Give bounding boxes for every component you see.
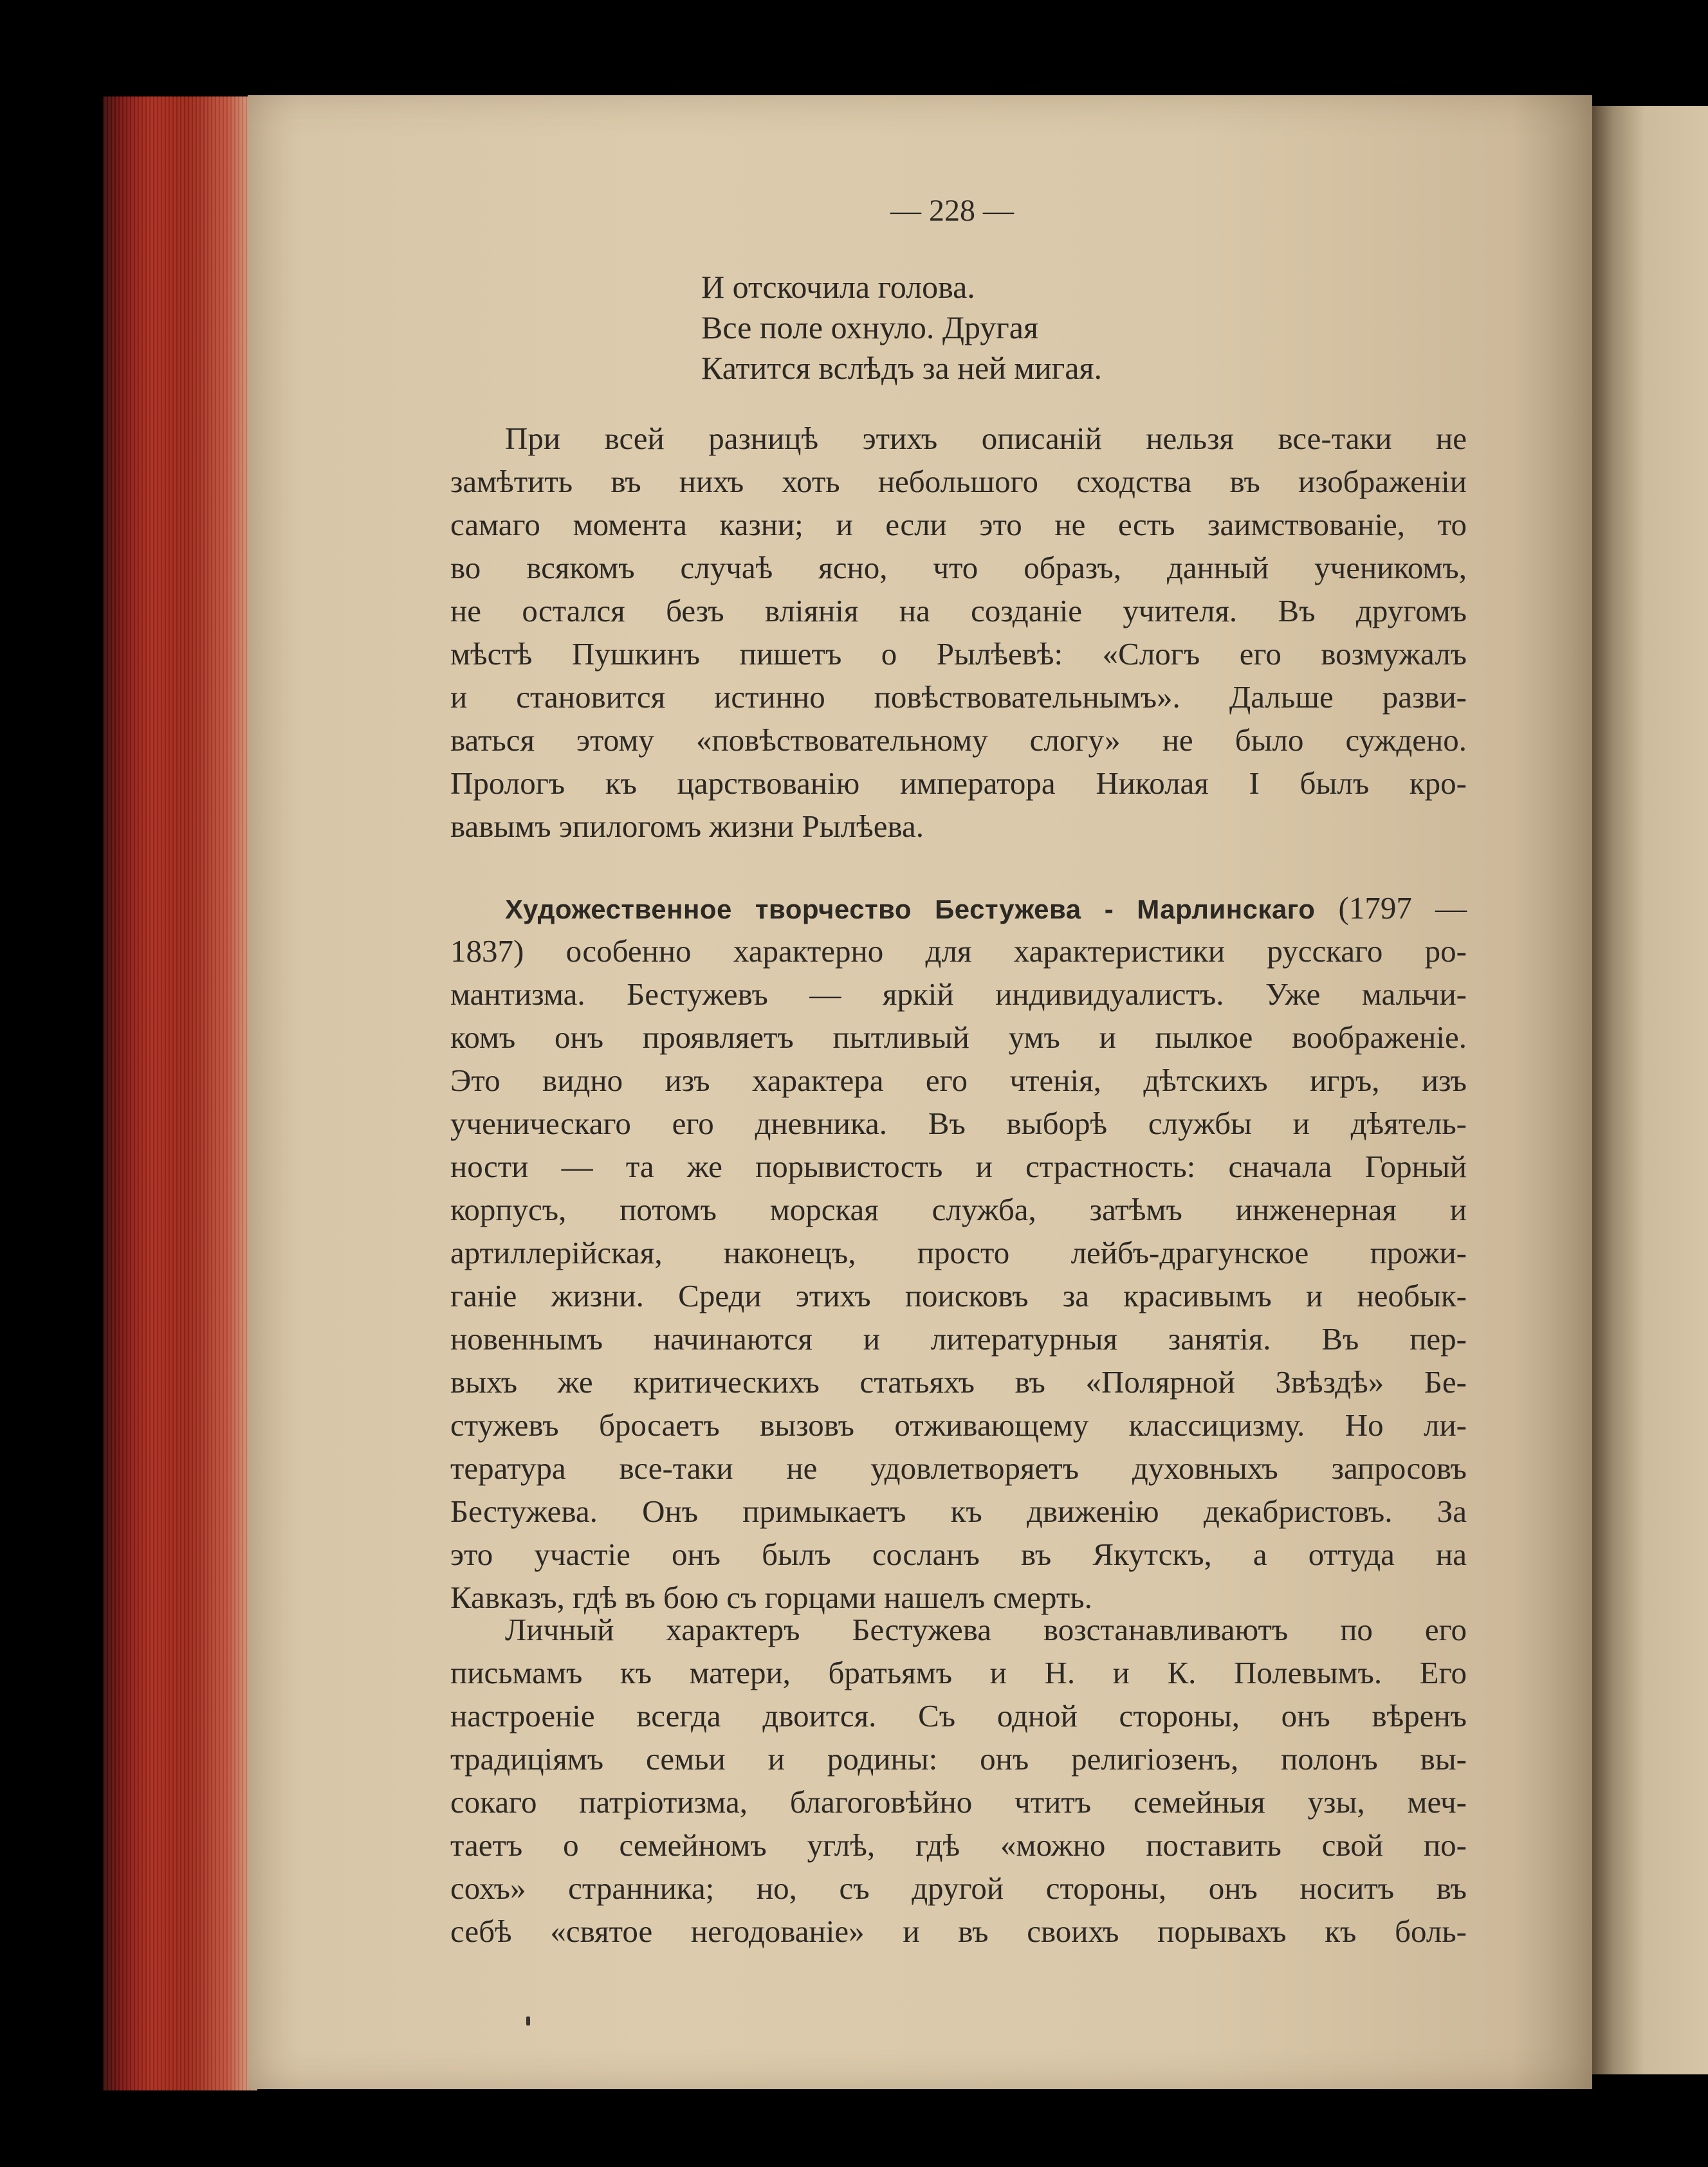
text-line: не остался безъ вліянія на созданіе учителя. Въ другомъ <box>450 593 1467 628</box>
text-line: ваться этому «повѣствовательному слогу» не было суждено. <box>450 722 1467 758</box>
text-line: самаго момента казни; и если это не есть заимствованіе, то <box>450 507 1467 542</box>
text-line: настроеніе всегда двоится. Съ одной стороны, онъ вѣренъ <box>450 1698 1467 1733</box>
text-line: мѣстѣ Пушкинъ пишетъ о Рылѣевѣ: «Слогъ его возмужалъ <box>450 636 1467 672</box>
text-line: ности — та же порывистость и страстность: сначала Горный <box>450 1149 1467 1184</box>
text-line: выхъ же критическихъ статьяхъ въ «Полярной Звѣздѣ» Бе- <box>450 1364 1467 1400</box>
verse-line: Все поле охнуло. Другая <box>701 309 1038 345</box>
text-line: вавымъ эпилогомъ жизни Рылѣева. <box>450 809 924 844</box>
text-line: артиллерійская, наконецъ, просто лейбъ-драгунское прожи- <box>450 1235 1467 1270</box>
section-heading-line <box>450 886 1467 929</box>
text-line: традиціямъ семьи и родины: онъ религіозенъ, полонъ вы- <box>450 1741 1467 1777</box>
verse-line: И отскочила голова. <box>701 269 975 305</box>
section-heading: Художественное творчество Бестужева - Марлинскаго <box>505 894 1316 924</box>
text-line: и становится истинно повѣствовательнымъ». Дальше разви- <box>450 679 1467 715</box>
text-line: Бестужева. Онъ примыкаетъ къ движенію декабристовъ. За <box>450 1494 1467 1529</box>
verse-quote <box>701 267 1102 389</box>
text-line: новеннымъ начинаются и литературныя занятія. Въ пер- <box>450 1321 1467 1357</box>
text-line: письмамъ къ матери, братьямъ и Н. и К. Полевымъ. Его <box>450 1655 1467 1690</box>
text-line: Личный характеръ Бестужева возстанавливаютъ по его <box>505 1612 1467 1647</box>
text-line: таетъ о семейномъ углѣ, гдѣ «можно поставить свой по- <box>450 1827 1467 1863</box>
text-line: При всей разницѣ этихъ описаній нельзя все-таки не <box>505 421 1467 456</box>
text-line: Кавказъ, гдѣ въ бою съ горцами нашелъ смерть. <box>450 1580 1092 1615</box>
book-edge-red <box>103 96 257 2090</box>
text-line: это участіе онъ былъ сосланъ въ Якутскъ, а оттуда на <box>450 1537 1467 1572</box>
text-line: Прологъ къ царствованію императора Николая I былъ кро- <box>450 765 1467 801</box>
text-line: себѣ «святое негодованіе» и въ своихъ порывахъ къ боль- <box>450 1914 1467 1949</box>
text-line: корпусъ, потомъ морская служба, затѣмъ инженерная и <box>450 1192 1467 1227</box>
text-line: замѣтить въ нихъ хоть небольшого сходства въ изображеніи <box>450 464 1467 499</box>
text-line: Это видно изъ характера его чтенія, дѣтскихъ игръ, изъ <box>450 1063 1467 1098</box>
text-line: сохъ» странника; но, съ другой стороны, онъ носитъ въ <box>450 1870 1467 1906</box>
paragraph-1 <box>450 417 1467 848</box>
paragraph-2 <box>450 886 1467 1619</box>
text-line: комъ онъ проявляетъ пытливый умъ и пылкое воображеніе. <box>450 1019 1467 1055</box>
text-line: мантизма. Бестужевъ — яркій индивидуалистъ. Уже мальчи- <box>450 976 1467 1012</box>
text-line: во всякомъ случаѣ ясно, что образъ, данный ученикомъ, <box>450 550 1467 585</box>
text-line: сокаго патріотизма, благоговѣйно чтитъ семейныя узы, меч- <box>450 1784 1467 1820</box>
text-line: тература все-таки не удовлетворяетъ духовныхъ запросовъ <box>450 1450 1467 1486</box>
section-heading-dates: (1797 — <box>1338 890 1467 926</box>
page-number: — 228 — <box>890 194 1014 228</box>
facing-page-edge <box>1592 106 1708 2074</box>
text-line: ганіе жизни. Среди этихъ поисковъ за красивымъ и необык- <box>450 1278 1467 1313</box>
paragraph-3 <box>450 1608 1467 1953</box>
text-line: стужевъ бросаетъ вызовъ отживающему классицизму. Но ли- <box>450 1407 1467 1443</box>
text-line: ученическаго его дневника. Въ выборѣ службы и дѣятель- <box>450 1106 1467 1141</box>
verse-line: Катится вслѣдъ за ней мигая. <box>701 350 1102 386</box>
ink-speck <box>526 2016 530 2025</box>
text-line: 1837) особенно характерно для характеристики русскаго ро- <box>450 933 1467 969</box>
